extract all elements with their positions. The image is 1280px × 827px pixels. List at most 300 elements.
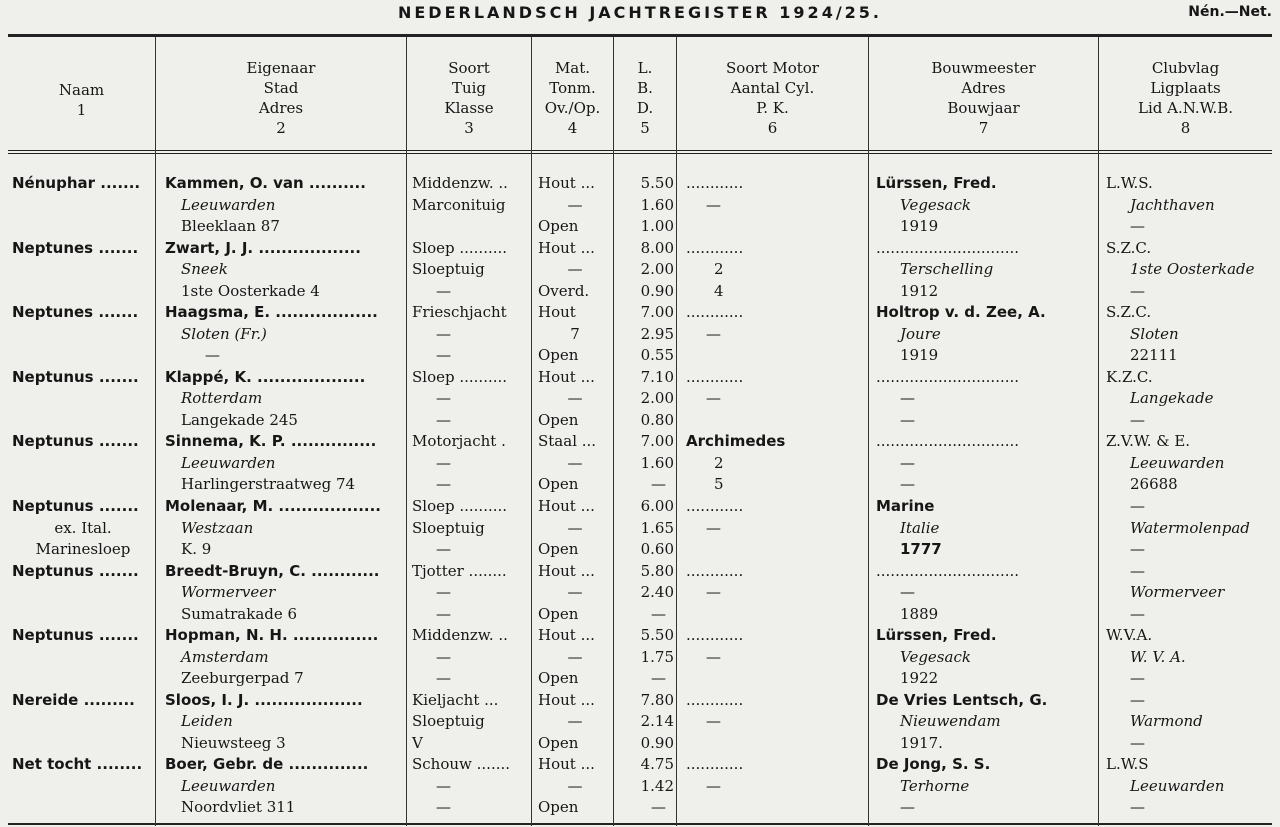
cell-club [1106,625,1272,690]
builder-line: Marine [876,497,935,515]
motor-line: — [706,324,721,343]
cell-motor [686,238,866,303]
builder-line: — [900,798,915,817]
column-header-line: Soort Motor [726,59,819,77]
club-line: 1ste Oosterkade [1130,260,1255,279]
column-header-line: 6 [767,119,778,137]
column-header [156,58,406,148]
owner-line: Wormerveer [181,583,276,602]
name-line [12,668,154,690]
motor-line: ............ [686,626,744,645]
column-header-line: 7 [978,119,989,137]
builder-line: Lürssen, Fred. [876,174,997,192]
cell-builder [876,754,1096,819]
kind-line: — [436,324,451,343]
motor-line [686,216,866,238]
name-line [12,388,154,410]
cell-owner [165,690,405,755]
owner-line: Breedt-Bruyn, C. ............ [165,561,380,580]
club-line: Leeuwarden [1130,776,1225,795]
column-header-line: Aantal Cyl. [730,79,815,97]
mat-line: Hout ... [538,497,595,515]
dim-line: 5.50 [640,626,674,645]
builder-line: — [900,475,915,494]
cell-mat [538,690,612,755]
name-line: Net tocht ........ [12,755,143,774]
column-header-line: L. [637,59,653,77]
dim-line: 4.75 [640,755,674,774]
owner-line: — [205,346,220,365]
owner-line: Nieuwsteeg 3 [181,733,286,752]
cell-kind [412,367,530,432]
mat-line: — [567,453,583,472]
cell-kind [412,496,530,561]
cell-motor [686,367,866,432]
club-line: — [1130,281,1145,300]
motor-line: ............ [686,690,744,709]
kind-line: Middenzw. .. [412,174,508,192]
cell-name [12,754,154,819]
column-header-line: Klasse [444,99,494,117]
dim-line: 0.60 [640,540,674,558]
mat-line: Hout ... [538,690,595,709]
cell-dim [618,561,674,626]
owner-line: Kammen, O. van .......... [165,174,366,192]
kind-line: V [412,733,423,752]
cell-motor [686,561,866,626]
edition-label: Nén.—Net. [1188,4,1272,20]
cell-dim [618,496,674,561]
name-line: Neptunes ....... [12,238,139,257]
cell-owner [165,302,405,367]
column-header-line: 8 [1180,119,1191,137]
kind-line: — [436,776,451,795]
cell-name [12,625,154,690]
club-line: 22111 [1130,346,1178,365]
cell-mat [538,367,612,432]
club-line: Sloten [1130,324,1179,343]
dim-line: 7.80 [640,690,674,709]
dim-line: 8.00 [640,238,674,257]
cell-club [1106,561,1272,626]
club-line: — [1130,561,1145,580]
column-header-line: Clubvlag [1151,59,1220,77]
owner-line: Westzaan [181,518,254,537]
dim-line: 0.90 [640,281,674,300]
dim-line: 1.60 [640,453,674,472]
cell-builder [876,690,1096,755]
column-header [1099,58,1272,148]
cell-mat [538,173,612,238]
club-line: L.W.S. [1106,174,1153,192]
register-entry [0,431,1280,497]
name-line [12,216,154,238]
builder-line: Italie [900,518,940,537]
dim-line: 2.14 [640,712,674,731]
cell-kind [412,690,530,755]
mat-line: Open [538,540,579,558]
motor-line: ............ [686,238,744,257]
mat-line: Hout [538,303,576,322]
register-entry [0,690,1280,756]
column-header-line: 5 [640,119,650,137]
dim-line: 0.55 [640,346,674,365]
mat-line: Open [538,410,579,429]
bottom-rule [8,823,1272,825]
builder-line: Lürssen, Fred. [876,626,997,645]
cell-mat [538,625,612,690]
owner-line: K. 9 [181,540,212,558]
column-header-line: B. [637,79,653,97]
column-header-line: 4 [567,119,578,137]
mat-line: — [567,647,583,666]
kind-line: — [436,453,451,472]
dim-line: 2.95 [640,324,674,343]
owner-line: Amsterdam [181,647,269,666]
name-line [12,453,154,475]
club-line: — [1130,669,1145,688]
motor-line: — [706,712,721,731]
column-header-line: 1 [76,101,87,119]
register-entry [0,625,1280,691]
mat-line: 7 [570,324,580,343]
cell-dim [618,431,674,496]
owner-line: Leiden [181,712,233,731]
dim-line: 1.42 [640,776,674,795]
mat-line: Hout ... [538,626,595,645]
cell-kind [412,625,530,690]
kind-line: — [436,647,451,666]
name-line [12,647,154,669]
club-line: Wormerveer [1130,583,1225,602]
builder-line: 1912 [900,281,939,300]
cell-mat [538,302,612,367]
dim-line: 7.00 [640,432,674,451]
dim-line: 0.90 [640,733,674,752]
dim-line: — [651,798,666,817]
cell-motor [686,173,866,238]
mat-line: — [567,583,583,602]
name-line: Nereide ......... [12,690,135,709]
builder-line: — [900,410,915,429]
kind-line: — [436,669,451,688]
cell-mat [538,431,612,496]
club-line: Leeuwarden [1130,453,1225,472]
motor-line: — [706,776,721,795]
kind-line: Sloep .......... [412,497,508,515]
mat-line: Hout ... [538,238,595,257]
builder-line: Nieuwendam [900,712,1001,731]
register-entry [0,561,1280,627]
name-line [12,604,154,626]
kind-line: Schouw ....... [412,755,511,774]
builder-line: Terschelling [900,260,994,279]
builder-line: .............................. [876,432,1020,451]
builder-line: — [900,583,915,602]
cell-dim [618,238,674,303]
owner-line: Sloten (Fr.) [181,324,267,343]
motor-line: ............ [686,303,744,322]
kind-line: — [436,281,451,300]
kind-line: — [436,604,451,623]
motor-line: ............ [686,367,744,386]
cell-name [12,173,154,238]
kind-line: Sloeptuig [412,518,485,537]
cell-club [1106,173,1272,238]
motor-line: 5 [714,475,724,494]
motor-line: ............ [686,561,744,580]
club-line: Langekade [1130,389,1214,408]
dim-line: 5.50 [640,174,674,192]
owner-line: Sneek [181,260,228,279]
cell-name [12,238,154,303]
kind-line: Sloeptuig [412,260,485,279]
cell-club [1106,238,1272,303]
column-header-line: Tonm. [549,79,596,97]
column-header-line: Naam [58,81,105,99]
mat-line: Open [538,798,579,817]
motor-line: — [706,195,721,214]
dim-line: 1.60 [640,195,674,214]
name-line [12,345,154,367]
cell-owner [165,625,405,690]
motor-line: — [706,389,721,408]
dim-line: 1.00 [640,217,674,235]
motor-line: ............ [686,755,744,774]
kind-line [412,216,530,238]
column-header [532,58,613,148]
owner-line: Rotterdam [181,389,263,408]
kind-line: — [436,540,451,558]
name-line: Nénuphar ....... [12,174,141,192]
cell-builder [876,431,1096,496]
column-header [869,58,1098,148]
motor-line [686,797,866,819]
mat-line: Open [538,669,579,688]
dim-line: 1.75 [640,647,674,666]
header-rule-2 [8,153,1272,154]
dim-line: 0.80 [640,410,674,429]
builder-line: 1777 [900,540,942,558]
kind-line: Motorjacht . [412,432,506,451]
name-line [12,410,154,432]
column-header-line: Stad [263,79,299,97]
cell-dim [618,173,674,238]
mat-line: Open [538,475,579,494]
club-line: — [1130,690,1145,709]
owner-line: Bleeklaan 87 [181,217,280,235]
column-header-line: Tuig [451,79,487,97]
register-entry [0,367,1280,433]
mat-line: Hout ... [538,174,595,192]
cell-owner [165,496,405,561]
cell-motor [686,496,866,561]
column-header [677,58,868,148]
motor-line: — [706,647,721,666]
builder-line: Vegesack [900,195,971,214]
name-line: ex. Ital. [54,518,112,537]
owner-line: Sloos, I. J. ................... [165,690,363,709]
column-header-line: Mat. [554,59,591,77]
name-line: Neptunus ....... [12,367,139,386]
name-line: Neptunus ....... [12,626,139,645]
name-line [12,195,154,217]
cell-motor [686,625,866,690]
name-line [12,797,154,819]
column-header-line: Adres [961,79,1006,97]
cell-motor [686,690,866,755]
motor-line: Archimedes [686,432,786,451]
mat-line: Staal ... [538,432,597,451]
mat-line: — [567,389,583,408]
kind-line: Sloeptuig [412,712,485,731]
mat-line: — [567,712,583,731]
club-line: — [1130,540,1145,558]
mat-line: Open [538,217,579,235]
column-header-line: Soort [448,59,490,77]
cell-name [12,367,154,432]
name-line [12,711,154,733]
kind-line: Sloep .......... [412,238,508,257]
cell-kind [412,431,530,496]
motor-line: ............ [686,497,744,515]
owner-line: Leeuwarden [181,453,276,472]
club-line: — [1130,604,1145,623]
builder-line: Vegesack [900,647,971,666]
register-entry [0,302,1280,368]
name-line: Marinesloep [35,540,131,558]
dim-line: 2.00 [640,260,674,279]
kind-line: — [436,389,451,408]
register-entry [0,496,1280,562]
mat-line: Open [538,604,579,623]
cell-mat [538,496,612,561]
owner-line: Zeeburgerpad 7 [181,669,304,688]
owner-line: Klappé, K. ................... [165,367,366,386]
owner-line: Hopman, N. H. ............... [165,626,379,645]
motor-line: — [706,583,721,602]
column-header [614,58,676,148]
builder-line: 1919 [900,217,939,235]
cell-mat [538,238,612,303]
cell-builder [876,367,1096,432]
dim-line: 6.00 [640,497,674,515]
cell-kind [412,302,530,367]
cell-club [1106,431,1272,496]
builder-line: — [900,389,915,408]
owner-line: Noordvliet 311 [181,798,296,817]
register-entry [0,173,1280,239]
club-line: W.V.A. [1106,626,1153,645]
club-line: L.W.S [1106,755,1149,774]
motor-line [686,539,866,561]
cell-dim [618,302,674,367]
cell-owner [165,754,405,819]
mat-line: Hout ... [538,755,595,774]
kind-line: — [436,346,451,365]
motor-line [686,410,866,432]
builder-line: Joure [900,324,941,343]
name-line [12,776,154,798]
dim-line: 1.65 [640,518,674,537]
name-line [12,281,154,303]
owner-line: 1ste Oosterkade 4 [181,281,320,300]
mat-line: — [567,195,583,214]
mat-line: Hout ... [538,561,595,580]
cell-name [12,561,154,626]
cell-dim [618,625,674,690]
dim-line: 7.10 [640,367,674,386]
column-header-line: D. [636,99,654,117]
club-line: Jachthaven [1130,195,1215,214]
dim-line: — [651,475,666,494]
column-header-line: Ov./Op. [544,99,601,117]
column-header-line: Eigenaar [246,59,316,77]
club-line: — [1130,733,1145,752]
top-rule [8,34,1272,37]
cell-owner [165,367,405,432]
builder-line: De Vries Lentsch, G. [876,690,1048,709]
cell-kind [412,754,530,819]
mat-line: Open [538,733,579,752]
builder-line: .............................. [876,367,1020,386]
cell-mat [538,754,612,819]
dim-line: 5.80 [640,561,674,580]
motor-line: 2 [714,260,724,279]
cell-owner [165,173,405,238]
builder-line: De Jong, S. S. [876,755,991,774]
cell-name [12,496,154,561]
column-header [407,58,531,148]
builder-line: 1919 [900,346,939,365]
motor-line [686,345,866,367]
cell-dim [618,754,674,819]
motor-line [686,604,866,626]
club-line: Z.V.W. & E. [1106,432,1191,451]
cell-builder [876,173,1096,238]
cell-dim [618,690,674,755]
cell-kind [412,561,530,626]
cell-mat [538,561,612,626]
register-entry [0,238,1280,304]
name-line [12,259,154,281]
club-line: K.Z.C. [1106,367,1153,386]
mat-line: Overd. [538,281,590,300]
dim-line: 2.00 [640,389,674,408]
name-line: Neptunus ....... [12,432,139,451]
cell-name [12,690,154,755]
owner-line: Langekade 245 [181,410,298,429]
motor-line: ............ [686,174,744,192]
motor-line [686,668,866,690]
cell-builder [876,625,1096,690]
cell-owner [165,561,405,626]
builder-line: 1922 [900,669,939,688]
owner-line: Harlingerstraatweg 74 [181,475,356,494]
cell-builder [876,496,1096,561]
kind-line: — [436,583,451,602]
cell-name [12,431,154,496]
cell-motor [686,431,866,496]
register-entry [0,754,1280,820]
owner-line: Haagsma, E. .................. [165,303,378,322]
club-line: — [1130,798,1145,817]
page-title: NEDERLANDSCH JACHTREGISTER 1924/25. [397,3,883,22]
builder-line: 1889 [900,604,939,623]
cell-dim [618,367,674,432]
cell-motor [686,754,866,819]
kind-line: Kieljacht ... [412,690,499,709]
